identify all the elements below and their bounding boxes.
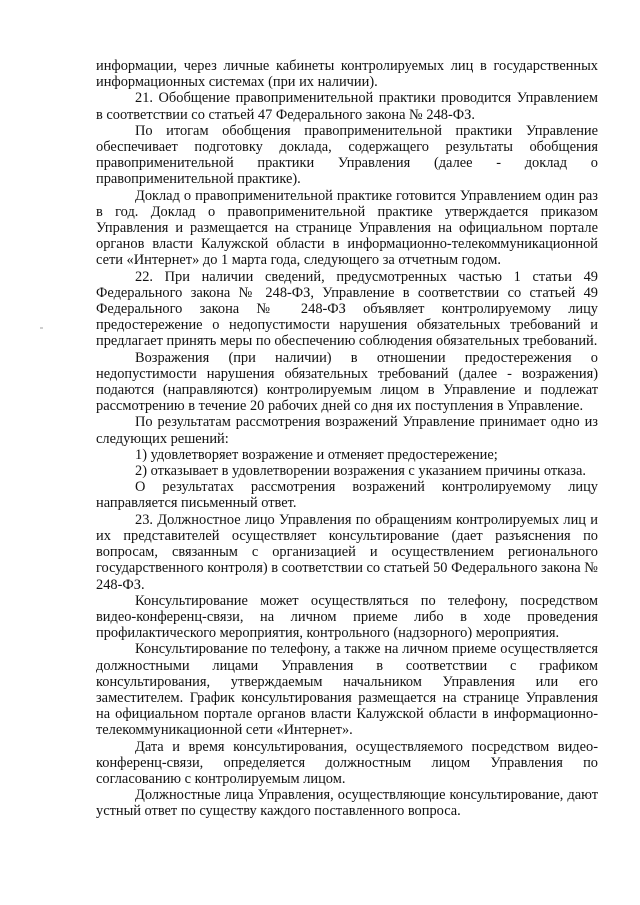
paragraph-23-video-consult: Дата и время консультирования, осуществляемого посредством видео-конференц-связи, определяется должностным лицом Управления по согласованию с контролируемым лицом. bbox=[96, 738, 598, 787]
list-item-decision-2: 2) отказывает в удовлетворении возражения с указанием причины отказа. bbox=[135, 463, 586, 480]
paragraph-22-written-answer: О результатах рассмотрения возражений контролируемому лицу направляется письменный ответ. bbox=[96, 479, 598, 512]
paragraph-21-report-publication: Доклад о правоприменительной практике готовится Управлением один раз в год. Доклад о правоприменительной практике утверждается приказом Управления и размещается на странице Управления на официальном портале органов власти Калужской области в информационно-телекоммуникационной сети «Интернет» до 1 марта года, следующего за отчетным годом. bbox=[96, 187, 598, 269]
paragraph-22-objections: Возражения (при наличии) в отношении предостережения о недопустимости нарушения обязательных требований (далее - возражения) подаются (направляются) контролируемым лицом в Управление и подлежат рассмотрению в течение 20 рабочих дней со дня их поступления в Управление. bbox=[96, 349, 598, 415]
paragraph-continuation: информации, через личные кабинеты контролируемых лиц в государственных информационных системах (при их наличии). bbox=[96, 58, 598, 91]
margin-mark bbox=[40, 327, 43, 329]
paragraph-23-oral-answer: Должностные лица Управления, осуществляющие консультирование, дают устный ответ по существу каждого поставленного вопроса. bbox=[96, 787, 598, 820]
paragraph-23-consult-schedule: Консультирование по телефону, а также на личном приеме осуществляется должностными лицами Управления в соответствии с графиком консультирования, утверждаемым начальником Управления или его заместителем. График консультирования размещается на странице Управления на официальном портале органов власти Калужской области в информационно-телекоммуникационной сети «Интернет». bbox=[96, 641, 598, 739]
paragraph-23-consult-methods: Консультирование может осуществляться по телефону, посредством видео-конференц-связи, на личном приеме либо в ходе проведения профилактического мероприятия, контрольного (надзорного) мероприятия. bbox=[96, 592, 598, 642]
list-item-decision-1: 1) удовлетворяет возражение и отменяет предостережение; bbox=[135, 446, 498, 463]
paragraph-21-report-preparation: По итогам обобщения правоприменительной практики Управление обеспечивает подготовку доклада, содержащего результаты обобщения правоприменительной практики Управления (далее - доклад о правоприменительной практике). bbox=[96, 122, 598, 188]
paragraph-23: 23. Должностное лицо Управления по обращениям контролируемых лиц и их представителей осуществляет консультирование (дает разъяснения по вопросам, связанным с организацией и осуществлением регионального государственного контроля) в соответствии со статьей 50 Федерального закона № 248-ФЗ. bbox=[96, 511, 598, 593]
paragraph-21: 21. Обобщение правоприменительной практики проводится Управлением в соответствии со статьей 47 Федерального закона № 248-ФЗ. bbox=[96, 90, 598, 123]
document-page bbox=[96, 58, 598, 820]
paragraph-22: 22. При наличии сведений, предусмотренных частью 1 статьи 49 Федерального закона № 248-ФЗ, Управление в соответствии со статьей 49 Федерального закона № 248-ФЗ объявляет контролируемому лицу предостережение о недопустимости нарушения обязательных требований и предлагает принять меры по обеспечению соблюдения обязательных требований. bbox=[96, 268, 598, 350]
paragraph-22-decisions-intro: По результатам рассмотрения возражений Управление принимает одно из следующих решений: bbox=[96, 414, 598, 447]
